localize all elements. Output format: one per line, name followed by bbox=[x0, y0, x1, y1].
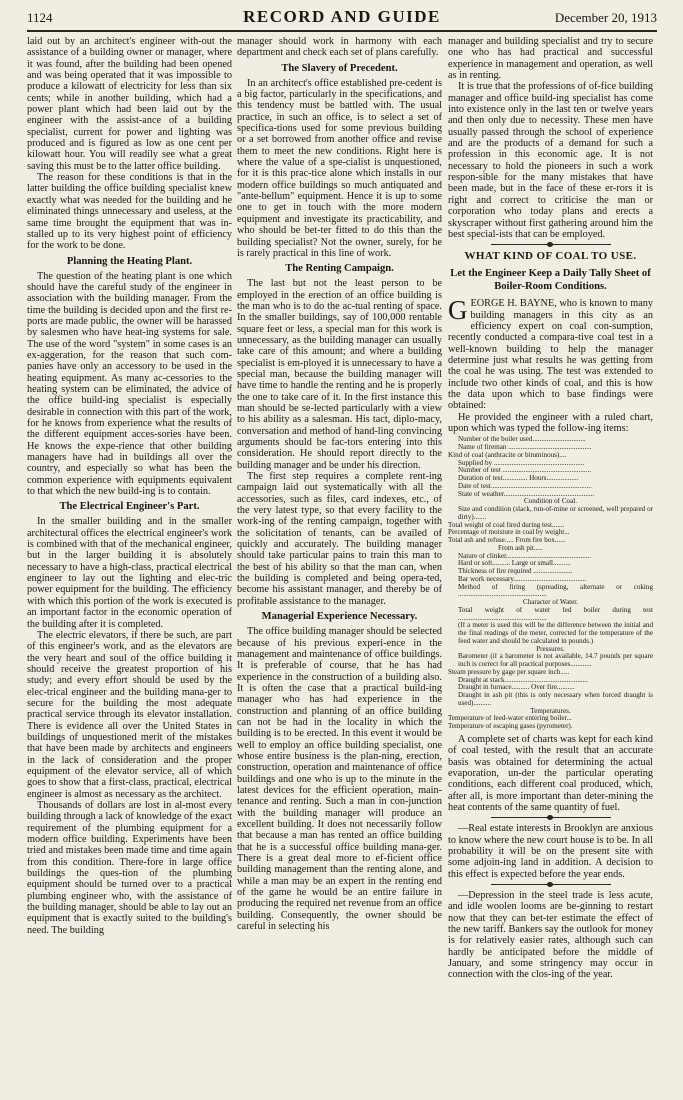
paragraph: laid out by an architect's engineer with-out the assistance of a building owner or manager, where it was found, after the building had been opened and was being operated that it was impossible to produce a kilowatt of electricity for less than six cents; while in another building, which had a power plant which had been laid out by the engineer with the assist-ance of a building specialist, current for power and lighting was produced and is figured as low as one cent per kilowatt hour. You will readily see what a great saving this must be to the latter office building. bbox=[27, 36, 232, 172]
paragraph: The question of the heating plant is one which should have the careful study of the engineer in association with the building manager. From the time the building is decided upon and the first re-ports are made public, the owner will be harassed by salesmen who have heat-ing systems for sale. The use of the word "system" in some cases is an ex-aggeration, for the reason that such com-panies have only an accessory to be used in the heating equipment. As many ac-cessories to the heating system can be eliminated, the advice of the office build-ing specialist is especially desirable in connection with this part of the work, for he knows from experience what the results of the different equipment acces-sories have been. He knows the expe-rience that other building managers have had in buildings all over the country, and especially so what has been the common experience with equipments equivalent to that which the new build-ing is to contain. bbox=[27, 270, 232, 498]
paragraph: The first step requires a complete rent-ing campaign laid out systematically with all the accessories, such as files, card indexes, etc., of the very latest type, so that every facility to the work-ing of the renting campaign, together with the solicitation of tenants, can be availed of quickly and accurately. The building manager should take particular pains to train this man to the best of his ability so that the man can, when the building is completed and being opera-ted, become his assistant manager, and thereby be of profitable assistance to the manager. bbox=[237, 471, 442, 607]
form-line: Number of the boiler used.............................. bbox=[458, 436, 586, 444]
form-line: Barometer (if a barometer is not available, 14.7 pounds per square inch is correct for all practical purposes............ bbox=[458, 653, 653, 669]
lead-paragraph-text: EORGE H. BAYNE, who is known to many building managers in this city as an efficiency expert on coal con-sumption, recently conducted a compara-tive coal test in a well-known building to help the manager determine just what results he was getting from the coal he was using. The test was extended to include two other kinds of coal, and this is how the data upon which to base findings were obtained: bbox=[448, 298, 653, 412]
form-line: Size and condition (slack, run-of-mine or screened, well prepared or dirty)....... bbox=[458, 506, 653, 521]
test-chart-form bbox=[448, 436, 653, 731]
form-line: Total ash and refuse..... From fire box...... bbox=[448, 537, 566, 545]
form-line: Percentage of moisture in coal by weight... bbox=[448, 529, 570, 537]
paragraph: The reason for these conditions is that in the latter building the office building specialist knew exactly what was needed for the building and he eliminated things unnecessary and useless, at the same time brought the equipment that was in-stalled up to its very highest point of efficiency for the work to be done. bbox=[27, 172, 232, 252]
paragraph: In the smaller building and in the smaller architectural offices the electrical engineer's work is combined with that of the mechanical engineer, but in the larger building it is absolutely necessary to have a high-class, practical electrical engineer to lay out the lighting and elec-tric power equipment for the building. The efficiency with which this portion of the work is executed is an important factor in the economic operation of the building after it is completed. bbox=[27, 516, 232, 630]
form-line: Duration of test.............. Hours.................. bbox=[458, 475, 579, 483]
form-line: Hard or soft.......... Large or small.......... bbox=[458, 560, 571, 568]
paragraph: The office building manager should be selected because of his previous experi-ence in the management and maintenance of office buildings. It is preferable of course, that he has had experience in the construction of a building also. It is often the case that a practical build-ing manager who has had experience in the construction and planning of an office building can not be had in the locality in which the building is to be erected. In this event it would be well to employ an office building specialist, one whose entire business is the plan-ning, erection, construction, operation and maintenance of office buildings and one who is up to the minute in the latest devices for the efficient operation, main-tenance and renting. Such a man in con-junction with the building manager will produce an excellent building. It does not necessarily follow that because a man has rented an office building that he is a successful office building mana-ger. There is a great deal more to ef-ficient office building management than the renting alone, and while a man may be an expert in the renting end of the game he would be an entire failure in producing the required net revenue from an office building. Consequently, the owner should be careful in selecting his bbox=[237, 626, 442, 933]
page-header bbox=[27, 4, 657, 32]
lead-paragraph bbox=[448, 295, 653, 412]
form-line: Bar work necessary......................................... bbox=[458, 575, 587, 583]
form-line: Temperature of escaping gases (pyrometer). bbox=[448, 723, 573, 731]
form-line: (If a meter is used this will be the difference between the initial and the final readings of the meter, corrected for the temperature of the feed water and should be calculated in pounds.) bbox=[458, 622, 653, 645]
form-line: Method of firing (spreading, alternate or coking .................................................. bbox=[458, 583, 653, 599]
section-divider bbox=[491, 244, 611, 245]
form-line: From ash pit..... bbox=[498, 544, 543, 552]
form-line: Number of test .................................................. bbox=[458, 467, 591, 475]
paragraph: It is true that the professions of of-fice building manager and office build-ing specialist has come into existence only in the last ten or twelve years and then only due to necessity. These men have usually passed through the school of experience and are the products of a demand for such a profession in this economic age. It is not necessary to hold the pioneers in such a work respon-sible for the many mistakes that have been made, but in the face of these er-rors it is right and correct to criticise the man or corporation who today plans and erects a skyscraper without first gathering around him the best special-ists that can be employed. bbox=[448, 81, 653, 240]
form-line: Steam pressure by gage per square inch..... bbox=[448, 668, 570, 676]
form-subheading: Pressures. bbox=[536, 645, 565, 653]
form-line: Supplied by ................................................... bbox=[458, 459, 585, 467]
section-divider bbox=[491, 884, 611, 885]
section-divider bbox=[491, 817, 611, 818]
paragraph: Thousands of dollars are lost in al-most every building through a lack of knowledge of the exact requirement of the plumbing equipment for a modern office building. Experiments have been tried and mistakes been made time and time again from this condition. There-fore in large office buildings the ques-tion of the plumbing equipment should be turned over to a practical plumbing engineer who, with the assistance of the building manager, should be able to lay out an equipment that is exactly suited to the building's need. The building bbox=[27, 800, 232, 936]
form-line: Date of test......................................................... bbox=[458, 482, 592, 490]
paragraph: A complete set of charts was kept for each kind of coal tested, with the result that an accurate basis was obtained for determining the actual evaporation, un-der the particular operating conditions, each different coal produced, which, after all, is more important than deter-mining the heat contents of the same quantity of fuel. bbox=[448, 733, 653, 813]
article-subtitle: Let the Engineer Keep a Daily Tally Sheet of Boiler-Room Conditions. bbox=[450, 268, 651, 292]
form-line: Total weight of coal fired during test....... bbox=[448, 521, 565, 529]
section-heading: The Renting Campaign. bbox=[285, 263, 394, 275]
form-subheading: Condition of Coal. bbox=[523, 498, 577, 506]
paragraph: manager should work in harmony with each department and check each set of plans carefully. bbox=[237, 36, 442, 59]
article-title: WHAT KIND OF COAL TO USE. bbox=[464, 250, 637, 263]
form-subheading: Character of Water. bbox=[522, 599, 579, 607]
form-line: Kind of coal (anthracite or bituminous).... bbox=[448, 451, 567, 459]
drop-cap: G bbox=[448, 295, 468, 326]
column-left bbox=[27, 36, 232, 936]
form-line: Draught at stack............................................... bbox=[458, 676, 588, 684]
form-line: State of weather................................................... bbox=[458, 490, 595, 498]
paragraph: —Real estate interests in Brooklyn are anxious to know where the new court house is to be. In all probability it will be on the present site with some adjoin-ing land in addition. A decision to this effect is expected before the year ends. bbox=[448, 823, 653, 880]
paragraph: manager and building specialist and try to secure one who has had practical and successful experience in management and operation, as well as in renting. bbox=[448, 36, 653, 82]
form-line: Temperature of feed-water entering boiler... bbox=[448, 715, 572, 723]
paragraph: He provided the engineer with a ruled chart, upon which was typed the follow-ing items: bbox=[448, 411, 653, 434]
form-line: Total weight of water fed boiler during test .................................................. bbox=[458, 606, 653, 622]
publication-title: RECORD AND GUIDE bbox=[243, 7, 441, 26]
page-number: 1124 bbox=[27, 10, 53, 25]
section-heading: Managerial Experience Necessary. bbox=[261, 611, 418, 623]
section-heading: The Slavery of Precedent. bbox=[281, 62, 398, 74]
form-subheading: Temperatures. bbox=[530, 707, 571, 715]
form-line: Draught in ash pit (this is only necessary when forced draught is used).......... bbox=[458, 692, 653, 707]
column-right bbox=[448, 36, 653, 981]
form-line: Name of fireman ............................................... bbox=[458, 444, 592, 452]
paragraph: The electric elevators, if there be such, are part of this engineer's work, and as the elevators are the very heart and soul of the office building it should receive the greatest proportion of his study; and every effort should be used by the elec-trical engineer and the building mana-ger to secure for the building the most adequate practical service through its elevator installation. There is evidence all over the United States in buildings of unquestioned merit of the mistakes that have been made by architects and engineers in the lack of consideration and the proper equipment of the elevator service, all of which goes to show that a first-class, practical, electrical engineer is almost as necessary as the architect. bbox=[27, 629, 232, 800]
paragraph: —Depression in the steel trade is less acute, and idle woolen looms are be-ginning to restart now that they can bet-ter estimate the effect of the new tariff. Bankers say the outlook for money is for relatively easier rates, although such can hardly be anticipated before the middle of January, and some stringency may occur in connection with the clos-ing of the year. bbox=[448, 889, 653, 981]
form-line: Nature of clinker................................................ bbox=[458, 552, 592, 560]
section-heading: Planning the Heating Plant. bbox=[66, 255, 193, 267]
column-middle bbox=[237, 36, 442, 932]
issue-date: December 20, 1913 bbox=[554, 10, 657, 25]
form-line: Thickness of fire required ...................... bbox=[458, 568, 573, 576]
paragraph: The last but not the least person to be employed in the erection of an office building is the man who is to do the ac-tual renting of space. In the smaller buildings, say of 100,000 rentable square feet or less, a special man for this work is unnecessary, as the building manager can usually take care of this amount; and where a building specialist is em-ployed it is unnecessary to have a special man, because the building manager will have time to handle the renting and he is properly the one to take care of it. In the first instance this man should be se-lected particularly with a view to his ability as a salesman. His tact, diplo-macy, conversation and method of hand-ling convincing arguments should be fac-tors entering into this consideration. He should report directly to the building manager and be under his direction. bbox=[237, 278, 442, 471]
form-line: Draught in furnace.......... Over fire.......... bbox=[458, 684, 575, 692]
section-heading: The Electrical Engineer's Part. bbox=[59, 501, 200, 513]
paragraph: In an architect's office established pre-cedent is a big factor, particularly in the specifications, and this tendency must be battled with. The usual practice, in such an office, is to select a set of specifica-tions used for some previous building or a set borrowed from another office and revise them to meet the new conditions. Right here is where the value of a spe-cialist is unquestioned, for it is this prac-tice alone which installs in our modern office buildings so much antiquated and "ante-bellum" equipment. Hence it is up to some one to get in touch with the more modern equipment and investigate its practicability, and who should be bet-ter fitted to do this than the building specialist? Not the owner, surely, for he is rarely practical in this line of work. bbox=[237, 77, 442, 259]
